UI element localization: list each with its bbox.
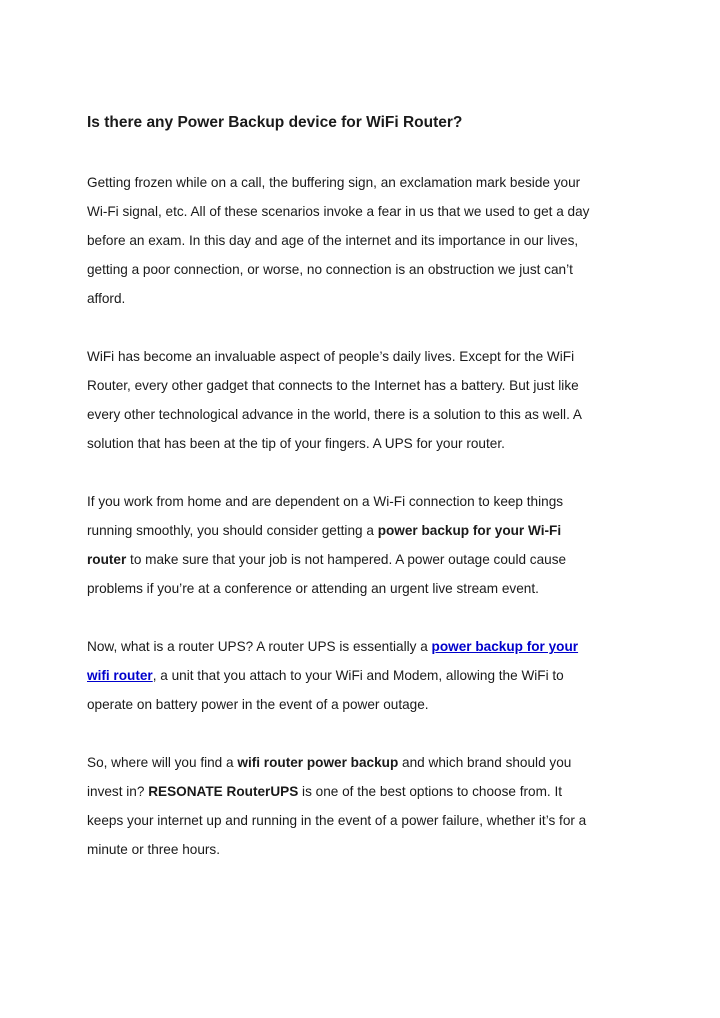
paragraph-text: to make sure that your job is not hampered. A power outage could cause [126, 552, 567, 567]
paragraph-work-from-home [87, 487, 632, 603]
paragraph-text: So, where will you find a [87, 755, 238, 770]
paragraph-where-to-find [87, 748, 632, 864]
paragraph-line [87, 661, 632, 690]
document-title: Is there any Power Backup device for WiFi Router? [87, 114, 463, 131]
paragraph-line: Getting frozen while on a call, the buffering sign, an exclamation mark beside your [87, 175, 581, 190]
paragraph-line: If you work from home and are dependent on a Wi-Fi connection to keep things [87, 494, 564, 509]
paragraph-line [87, 545, 632, 574]
paragraph-text: invest in? [87, 784, 149, 799]
paragraph-line: WiFi has become an invaluable aspect of people’s daily lives. Except for the WiFi [87, 349, 575, 364]
paragraph-line: keeps your internet up and running in the event of a power failure, whether it’s for a [87, 813, 587, 828]
paragraph-line [87, 516, 632, 545]
paragraph-line: minute or three hours. [87, 842, 220, 857]
paragraph-wifi-importance [87, 342, 632, 458]
bold-phrase-wifi-router-power-backup: wifi router power backup [237, 755, 399, 770]
power-backup-link[interactable]: power backup for your [431, 639, 579, 654]
paragraph-line [87, 748, 632, 777]
bold-phrase-resonate-routerups: RESONATE RouterUPS [148, 784, 299, 799]
paragraph-line: afford. [87, 291, 126, 306]
paragraph-text: running smoothly, you should consider getting a [87, 523, 378, 538]
paragraph-text: Now, what is a router UPS? A router UPS is essentially a [87, 639, 432, 654]
wifi-router-link[interactable]: wifi router [87, 668, 153, 683]
bold-phrase-power-backup: power backup for your Wi-Fi [377, 523, 562, 538]
paragraph-line: every other technological advance in the world, there is a solution to this as well. A [87, 407, 582, 422]
paragraph-intro [87, 168, 632, 313]
paragraph-text: and which brand should you [398, 755, 572, 770]
paragraph-text: , a unit that you attach to your WiFi and Modem, allowing the WiFi to [152, 668, 564, 683]
bold-phrase-router: router [87, 552, 127, 567]
paragraph-line: before an exam. In this day and age of the internet and its importance in our lives, [87, 233, 579, 248]
paragraph-line [87, 777, 632, 806]
paragraph-line: operate on battery power in the event of a power outage. [87, 697, 429, 712]
paragraph-text: is one of the best options to choose from. It [298, 784, 562, 799]
paragraph-line [87, 632, 632, 661]
paragraph-line: Wi-Fi signal, etc. All of these scenarios invoke a fear in us that we used to get a day [87, 204, 590, 219]
paragraph-line: Router, every other gadget that connects to the Internet has a battery. But just like [87, 378, 579, 393]
paragraph-line: problems if you’re at a conference or attending an urgent live stream event. [87, 581, 539, 596]
paragraph-line: getting a poor connection, or worse, no connection is an obstruction we just can’t [87, 262, 573, 277]
paragraph-router-ups [87, 632, 632, 719]
paragraph-line: solution that has been at the tip of your fingers. A UPS for your router. [87, 436, 505, 451]
